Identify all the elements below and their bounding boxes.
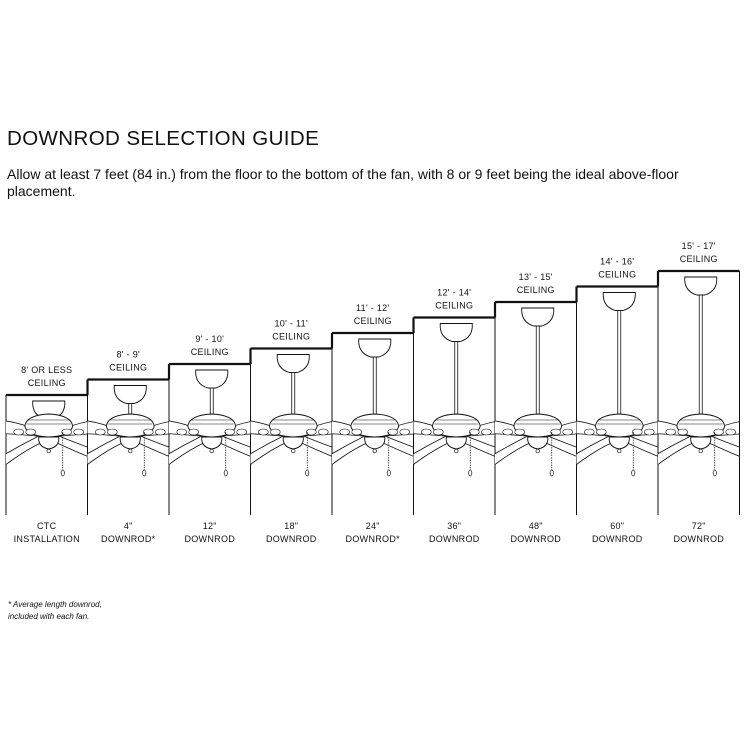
- fan-panel-8: [529, 257, 709, 545]
- fan-illustration: [448, 308, 628, 486]
- fan-illustration: [285, 339, 465, 486]
- downrod-length-label: CTC: [37, 521, 57, 531]
- downrod-type-label: DOWNROD*: [345, 534, 400, 544]
- blade: [707, 436, 750, 470]
- light-bowl: [609, 437, 629, 449]
- ceiling-range-label: 8' - 9': [116, 349, 141, 360]
- footnote: [8, 599, 102, 623]
- fan-illustration: [611, 277, 750, 486]
- ceiling-range-label: 14' - 16': [600, 256, 635, 267]
- light-bowl: [283, 437, 303, 449]
- downrod-type-label: INSTALLATION: [13, 534, 80, 544]
- downrod-length-label: 18": [284, 521, 299, 531]
- downrod-type-label: DOWNROD: [673, 534, 725, 544]
- ceiling-range-label: 8' OR LESS: [21, 365, 73, 375]
- downrod: [455, 342, 458, 417]
- downrod: [699, 295, 702, 416]
- downrod-length-label: 60": [610, 521, 625, 531]
- downrod-diagram: [0, 225, 750, 565]
- ceiling-range-label: 11' - 12': [356, 303, 390, 313]
- light-bowl: [39, 437, 59, 449]
- fan-panel-7: [448, 272, 628, 544]
- light-bowl: [446, 437, 466, 449]
- ceiling-word-label: CEILING: [190, 347, 229, 357]
- ceiling-word-label: CEILING: [679, 254, 718, 264]
- canopy: [440, 324, 472, 342]
- guide-subtitle: Allow at least 7 feet (84 in.) from the floor to the bottom of the fan, with 8 or 9 feet being the ideal above-floor placement.: [7, 166, 679, 199]
- downrod-length-label: 24": [365, 521, 380, 531]
- downrod-length-label: 48": [528, 521, 543, 531]
- light-bowl: [202, 437, 222, 449]
- canopy: [603, 293, 635, 311]
- light-bowl: [691, 437, 711, 449]
- light-bowl: [120, 437, 140, 449]
- ceiling-range-label: 13' - 15': [518, 272, 553, 282]
- ceiling-range-label: 15' - 17': [681, 241, 716, 251]
- canopy: [114, 386, 146, 404]
- light-bowl: [365, 437, 385, 449]
- light-bowl: [528, 437, 548, 449]
- canopy: [359, 339, 391, 357]
- ceiling-range-label: 9' - 10': [195, 334, 225, 344]
- downrod-length-label: 72": [691, 521, 706, 531]
- downrod-type-label: DOWNROD: [184, 534, 236, 544]
- downrod-type-label: DOWNROD*: [101, 534, 156, 544]
- downrod-type-label: DOWNROD: [510, 534, 562, 544]
- ceiling-word-label: CEILING: [27, 378, 66, 388]
- footnote-line-1: * Average length downrod,: [8, 600, 102, 609]
- downrod-type-label: DOWNROD: [265, 534, 317, 544]
- ceiling-word-label: CEILING: [598, 269, 637, 280]
- downrod: [210, 388, 213, 416]
- fan-illustration: [366, 324, 546, 487]
- downrod: [292, 373, 295, 417]
- downrod-length-label: 4": [123, 521, 133, 531]
- fan-illustration: [529, 293, 709, 487]
- ceiling-range-label: 10' - 11': [274, 318, 308, 329]
- downrod-type-label: DOWNROD: [428, 534, 480, 544]
- fan-panel-6: [366, 288, 546, 545]
- downrod-length-label: 12": [202, 521, 217, 531]
- downrod-type-label: DOWNROD: [591, 534, 643, 544]
- canopy: [685, 277, 717, 295]
- downrod: [536, 326, 539, 416]
- ceiling-word-label: CEILING: [516, 285, 555, 295]
- ceiling-range-label: 12' - 14': [437, 287, 472, 298]
- guide-title: DOWNROD SELECTION GUIDE: [7, 127, 320, 150]
- downrod-length-label: 36": [447, 521, 462, 531]
- canopy: [196, 370, 228, 388]
- fan-panels-svg: [0, 225, 750, 565]
- downrod: [373, 357, 376, 416]
- downrod: [618, 311, 621, 417]
- canopy: [277, 355, 309, 373]
- ceiling-word-label: CEILING: [353, 316, 392, 326]
- footnote-line-2: included with each fan.: [8, 612, 90, 621]
- canopy: [522, 308, 554, 326]
- ceiling-word-label: CEILING: [272, 331, 311, 342]
- ceiling-word-label: CEILING: [109, 362, 148, 373]
- ceiling-word-label: CEILING: [435, 300, 474, 311]
